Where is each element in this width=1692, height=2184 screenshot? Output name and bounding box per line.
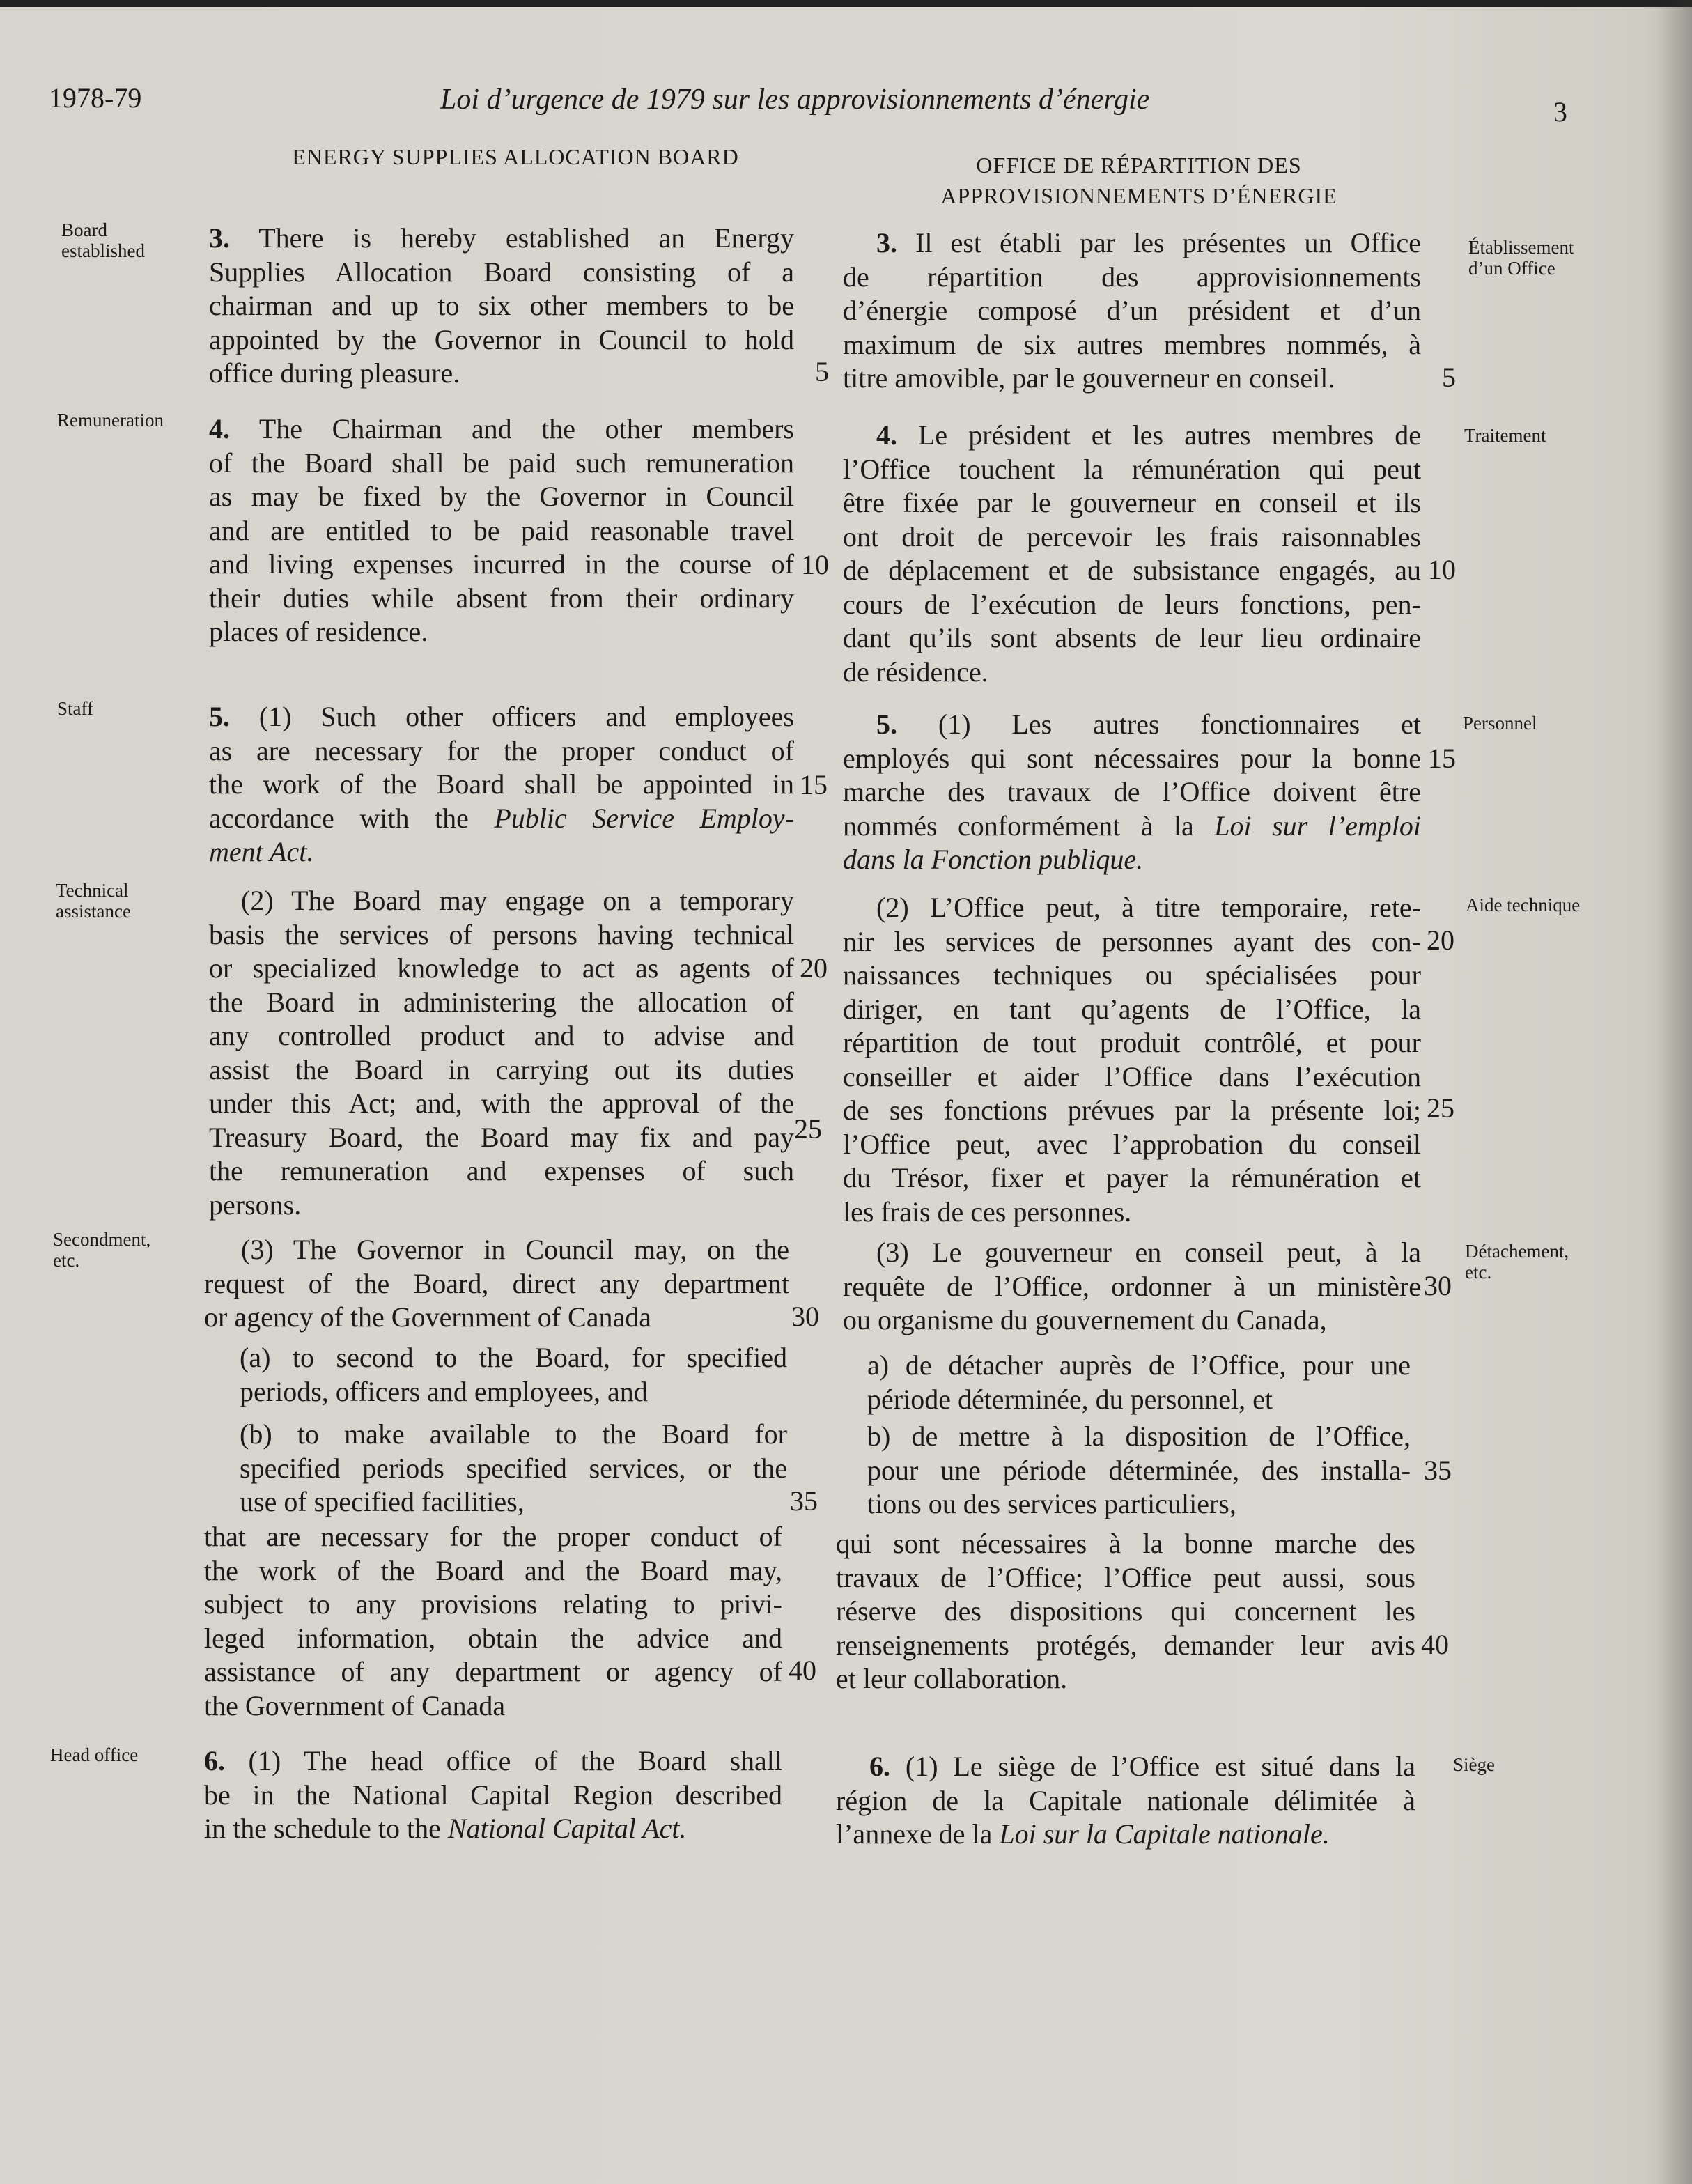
fr-s4-line: de déplacement et de subsistance engagés, au — [843, 555, 1421, 586]
en-s5-2-line: the remuneration and expenses of such — [209, 1155, 794, 1186]
en-s5-3-line: (3) The Governor in Council may, on the — [241, 1234, 789, 1265]
fr-s5-2-line: les frais de ces personnes. — [843, 1195, 1132, 1227]
fr-s5-1-act-name-end: dans la Fonction publique. — [843, 844, 1144, 875]
fr-s5-2-line: répartition de tout produit contrôlé, et pour — [843, 1027, 1421, 1058]
en-s5-1-act-name: Public Service Employ- — [494, 802, 794, 834]
line-number: 20 — [800, 952, 828, 984]
en-s5-1-line: accordance with the — [209, 802, 495, 834]
fr-s4-line: l’Office touchent la rémunération qui peut — [843, 453, 1421, 485]
fr-s4-line: être fixée par le gouverneur en conseil et ils — [843, 487, 1421, 518]
fr-s5-2-line: du Trésor, fixer et payer la rémunération et — [843, 1162, 1421, 1193]
fr-s4-line: de résidence. — [843, 656, 988, 688]
en-s3-line: chairman and up to six other members to be — [209, 290, 794, 321]
en-s5-2-line: persons. — [209, 1188, 302, 1221]
fr-s5-3-tail-line: réserve des dispositions qui concernent les — [836, 1595, 1415, 1627]
fr-s5-1-line: employés qui sont nécessaires pour la bonne — [843, 742, 1421, 774]
fr-s5-3-a-line: a) de détacher auprès de l’Office, pour une — [867, 1349, 1411, 1381]
en-s4-line: of the Board shall be paid such remuneration — [209, 447, 794, 479]
fr-s4-line: ont droit de percevoir les frais raisonnables — [843, 520, 1421, 552]
french-heading-line-1: OFFICE DE RÉPARTITION DES — [976, 153, 1302, 178]
fr-section-6 — [836, 1750, 1415, 1852]
en-s4-number: 4. — [209, 413, 230, 444]
margin-note-head-office: Head office — [50, 1744, 139, 1765]
en-s5-3-tail-line: that are necessary for the proper conduct of — [204, 1521, 782, 1552]
fr-s5-2-line: diriger, en tant qu’agents de l’Office, la — [843, 993, 1421, 1025]
fr-s5-number: 5. — [876, 708, 897, 740]
en-s4-line: places of residence. — [209, 616, 428, 647]
en-s5-1-line: the work of the Board shall be appointed in — [209, 768, 794, 800]
binding-shadow — [1657, 0, 1692, 2184]
en-s3-line: There is hereby established an Energy — [230, 222, 794, 254]
fr-s6-number: 6. — [869, 1751, 890, 1782]
en-s3-line: appointed by the Governor in Council to hold — [209, 323, 794, 355]
en-section-3 — [209, 222, 794, 391]
en-s6-number: 6. — [204, 1745, 225, 1776]
fr-s5-2-line: conseiller et aider l’Office dans l’exécution — [843, 1060, 1421, 1092]
fr-s5-1-act-name: Loi sur l’emploi — [1214, 810, 1421, 842]
fr-s5-2-line: naissances techniques ou spécialisées pour — [843, 959, 1421, 991]
margin-note-staff: Staff — [57, 698, 93, 719]
en-s4-line: and living expenses incurred in the course of — [209, 548, 794, 580]
fr-s5-3-b-line: tions ou des services particuliers, — [867, 1488, 1236, 1519]
line-number: 10 — [801, 549, 829, 580]
fr-s5-1-line: (1) Les autres fonctionnaires et — [897, 708, 1421, 740]
fr-s3-line: de répartition des approvisionnements — [843, 261, 1421, 293]
header-year: 1978-79 — [49, 82, 142, 114]
en-section-5-3-a — [240, 1341, 787, 1409]
en-section-4 — [209, 412, 794, 649]
line-number: 40 — [789, 1655, 816, 1686]
fr-section-5-3-a — [867, 1349, 1411, 1416]
en-s5-2-line: under this Act; and, with the approval of the — [209, 1087, 794, 1119]
fr-s4-line: dant qu’ils sont absents de leur lieu ordinaire — [843, 622, 1421, 653]
fr-s5-2-line: l’Office peut, avec l’approbation du conseil — [843, 1128, 1421, 1160]
fr-s4-number: 4. — [876, 419, 897, 451]
en-s5-3-tail-line: the Government of Canada — [204, 1689, 506, 1721]
line-number: 25 — [794, 1113, 822, 1145]
en-s3-number: 3. — [209, 222, 230, 254]
margin-note-siege: Siège — [1453, 1754, 1495, 1775]
fr-s5-1-line: nommés conformément à la — [843, 810, 1215, 842]
en-section-6 — [204, 1744, 782, 1846]
fr-section-3 — [843, 226, 1421, 396]
en-s5-3-a-line: periods, officers and employees, and — [240, 1375, 648, 1407]
en-s4-line: as may be fixed by the Governor in Council — [209, 481, 794, 512]
fr-s5-2-line: nir les services de personnes ayant des con- — [843, 925, 1421, 957]
fr-s6-act-name: Loi sur la Capitale nationale. — [999, 1818, 1330, 1850]
margin-note-board-established: Board established — [61, 219, 145, 261]
en-s3-line: Supplies Allocation Board consisting of a — [209, 256, 794, 288]
line-number: 40 — [1421, 1629, 1449, 1660]
en-s5-3-line: request of the Board, direct any department — [204, 1267, 789, 1299]
en-s6-line: be in the National Capital Region described — [204, 1779, 782, 1811]
fr-section-5-1 — [843, 708, 1421, 877]
line-number: 15 — [800, 769, 828, 800]
fr-s5-2-line: (2) L’Office peut, à titre temporaire, rete- — [876, 892, 1421, 923]
fr-s3-line: d’énergie composé d’un président et d’un — [843, 295, 1421, 326]
fr-s6-line: (1) Le siège de l’Office est situé dans la — [890, 1751, 1415, 1782]
margin-note-secondment: Secondment, etc. — [53, 1229, 151, 1271]
fr-s5-3-tail-line: qui sont nécessaires à la bonne marche des — [836, 1528, 1415, 1559]
fr-s5-3-b-line: b) de mettre à la disposition de l’Office, — [867, 1420, 1411, 1452]
en-s4-line: The Chairman and the other members — [230, 413, 794, 444]
margin-note-etablissement: Établissement d’un Office — [1468, 237, 1574, 279]
line-number: 5 — [815, 356, 829, 387]
margin-note-detachement: Détachement, etc. — [1465, 1241, 1569, 1283]
en-s5-1-act-name-end: ment Act. — [209, 836, 314, 867]
fr-s3-line: titre amovible, par le gouverneur en conseil. — [843, 362, 1335, 394]
en-section-5-1 — [209, 700, 794, 869]
fr-s5-3-tail-line: renseignements protégés, demander leur avis — [836, 1629, 1415, 1661]
en-s5-3-tail-line: leged information, obtain the advice and — [204, 1622, 782, 1654]
en-s5-3-line: or agency of the Government of Canada — [204, 1301, 651, 1333]
line-number: 35 — [790, 1485, 818, 1517]
margin-note-traitement: Traitement — [1464, 425, 1546, 446]
en-s3-line: office during pleasure. — [209, 357, 460, 389]
fr-section-5-3-tail — [836, 1527, 1415, 1696]
fr-s3-number: 3. — [876, 227, 897, 258]
en-s4-line: their duties while absent from their ordinary — [209, 582, 794, 614]
en-s5-number: 5. — [209, 701, 230, 732]
margin-note-personnel: Personnel — [1463, 713, 1537, 734]
fr-s3-line: Il est établi par les présentes un Office — [897, 227, 1421, 258]
en-section-5-3-b — [240, 1418, 787, 1519]
en-section-5-3-tail — [204, 1520, 782, 1723]
fr-s5-3-line: ou organisme du gouvernement du Canada, — [843, 1304, 1327, 1335]
margin-note-aide-technique: Aide technique — [1466, 894, 1581, 915]
en-s5-3-a-line: (a) to second to the Board, for specified — [240, 1342, 787, 1373]
fr-s5-3-line: requête de l’Office, ordonner à un ministère — [843, 1270, 1421, 1302]
en-section-5-2 — [209, 884, 794, 1222]
french-heading — [836, 150, 1442, 211]
line-number: 5 — [1442, 362, 1456, 393]
fr-s5-3-tail-line: travaux de l’Office; l’Office peut aussi, sous — [836, 1561, 1415, 1593]
page-number: 3 — [1553, 96, 1567, 127]
margin-note-technical-assistance: Technical assistance — [56, 880, 131, 922]
line-number: 20 — [1427, 924, 1454, 956]
en-section-5-3 — [204, 1233, 789, 1335]
en-s5-2-line: assist the Board in carrying out its duties — [209, 1053, 794, 1085]
en-s6-act-name: National Capital Act. — [447, 1813, 687, 1844]
en-s5-2-line: (2) The Board may engage on a temporary — [241, 885, 794, 916]
en-s5-3-b-line: use of specified facilities, — [240, 1486, 525, 1517]
en-s6-line: in the schedule to the — [204, 1813, 448, 1844]
scan-edge — [0, 0, 1692, 7]
fr-s4-line: Le président et les autres membres de — [897, 419, 1421, 451]
en-s5-2-line: or specialized knowledge to act as agents of — [209, 952, 794, 984]
en-s5-2-line: the Board in administering the allocation of — [209, 986, 794, 1018]
fr-s6-line: région de la Capitale nationale délimitée à — [836, 1784, 1415, 1816]
fr-s3-line: maximum de six autres membres nommés, à — [843, 328, 1421, 360]
fr-section-4 — [843, 419, 1421, 689]
fr-s5-3-b-line: pour une période déterminée, des installa- — [867, 1454, 1411, 1486]
en-s6-line: (1) The head office of the Board shall — [225, 1745, 782, 1776]
french-heading-line-2: APPROVISIONNEMENTS D’ÉNERGIE — [940, 183, 1337, 208]
line-number: 15 — [1428, 743, 1456, 774]
fr-s5-3-a-line: période déterminée, du personnel, et — [867, 1383, 1273, 1415]
line-number: 35 — [1424, 1455, 1452, 1486]
fr-s5-1-line: marche des travaux de l’Office doivent être — [843, 776, 1421, 807]
en-s5-1-line: (1) Such other officers and employees — [230, 701, 794, 732]
fr-section-5-2 — [843, 891, 1421, 1229]
line-number: 25 — [1427, 1092, 1454, 1124]
fr-section-5-3-b — [867, 1420, 1411, 1521]
fr-s4-line: cours de l’exécution de leurs fonctions, pen- — [843, 588, 1421, 620]
en-s5-2-line: any controlled product and to advise and — [209, 1020, 794, 1051]
fr-s5-3-line: (3) Le gouverneur en conseil peut, à la — [876, 1237, 1421, 1268]
en-s4-line: and are entitled to be paid reasonable travel — [209, 514, 794, 546]
fr-s6-line: l’annexe de la — [836, 1818, 1000, 1850]
en-s5-1-line: as are necessary for the proper conduct of — [209, 734, 794, 766]
english-heading: ENERGY SUPPLIES ALLOCATION BOARD — [292, 144, 739, 169]
fr-s5-3-tail-line: et leur collaboration. — [836, 1663, 1068, 1694]
line-number: 30 — [791, 1301, 819, 1332]
en-s5-2-line: Treasury Board, the Board may fix and pay — [209, 1121, 794, 1153]
en-s5-3-b-line: (b) to make available to the Board for — [240, 1418, 787, 1450]
line-number: 10 — [1428, 554, 1456, 585]
header-title: Loi d’urgence de 1979 sur les approvisionnements d’énergie — [440, 84, 1150, 116]
fr-section-5-3 — [843, 1236, 1421, 1338]
en-s5-2-line: basis the services of persons having technical — [209, 918, 794, 950]
line-number: 30 — [1424, 1270, 1452, 1301]
en-s5-3-tail-line: assistance of any department or agency of — [204, 1656, 782, 1687]
fr-s5-2-line: de ses fonctions prévues par la présente loi; — [843, 1094, 1421, 1126]
margin-note-remuneration: Remuneration — [57, 410, 164, 431]
en-s5-3-b-line: specified periods specified services, or the — [240, 1452, 787, 1484]
en-s5-3-tail-line: subject to any provisions relating to privi- — [204, 1588, 782, 1620]
en-s5-3-tail-line: the work of the Board and the Board may, — [204, 1554, 782, 1586]
